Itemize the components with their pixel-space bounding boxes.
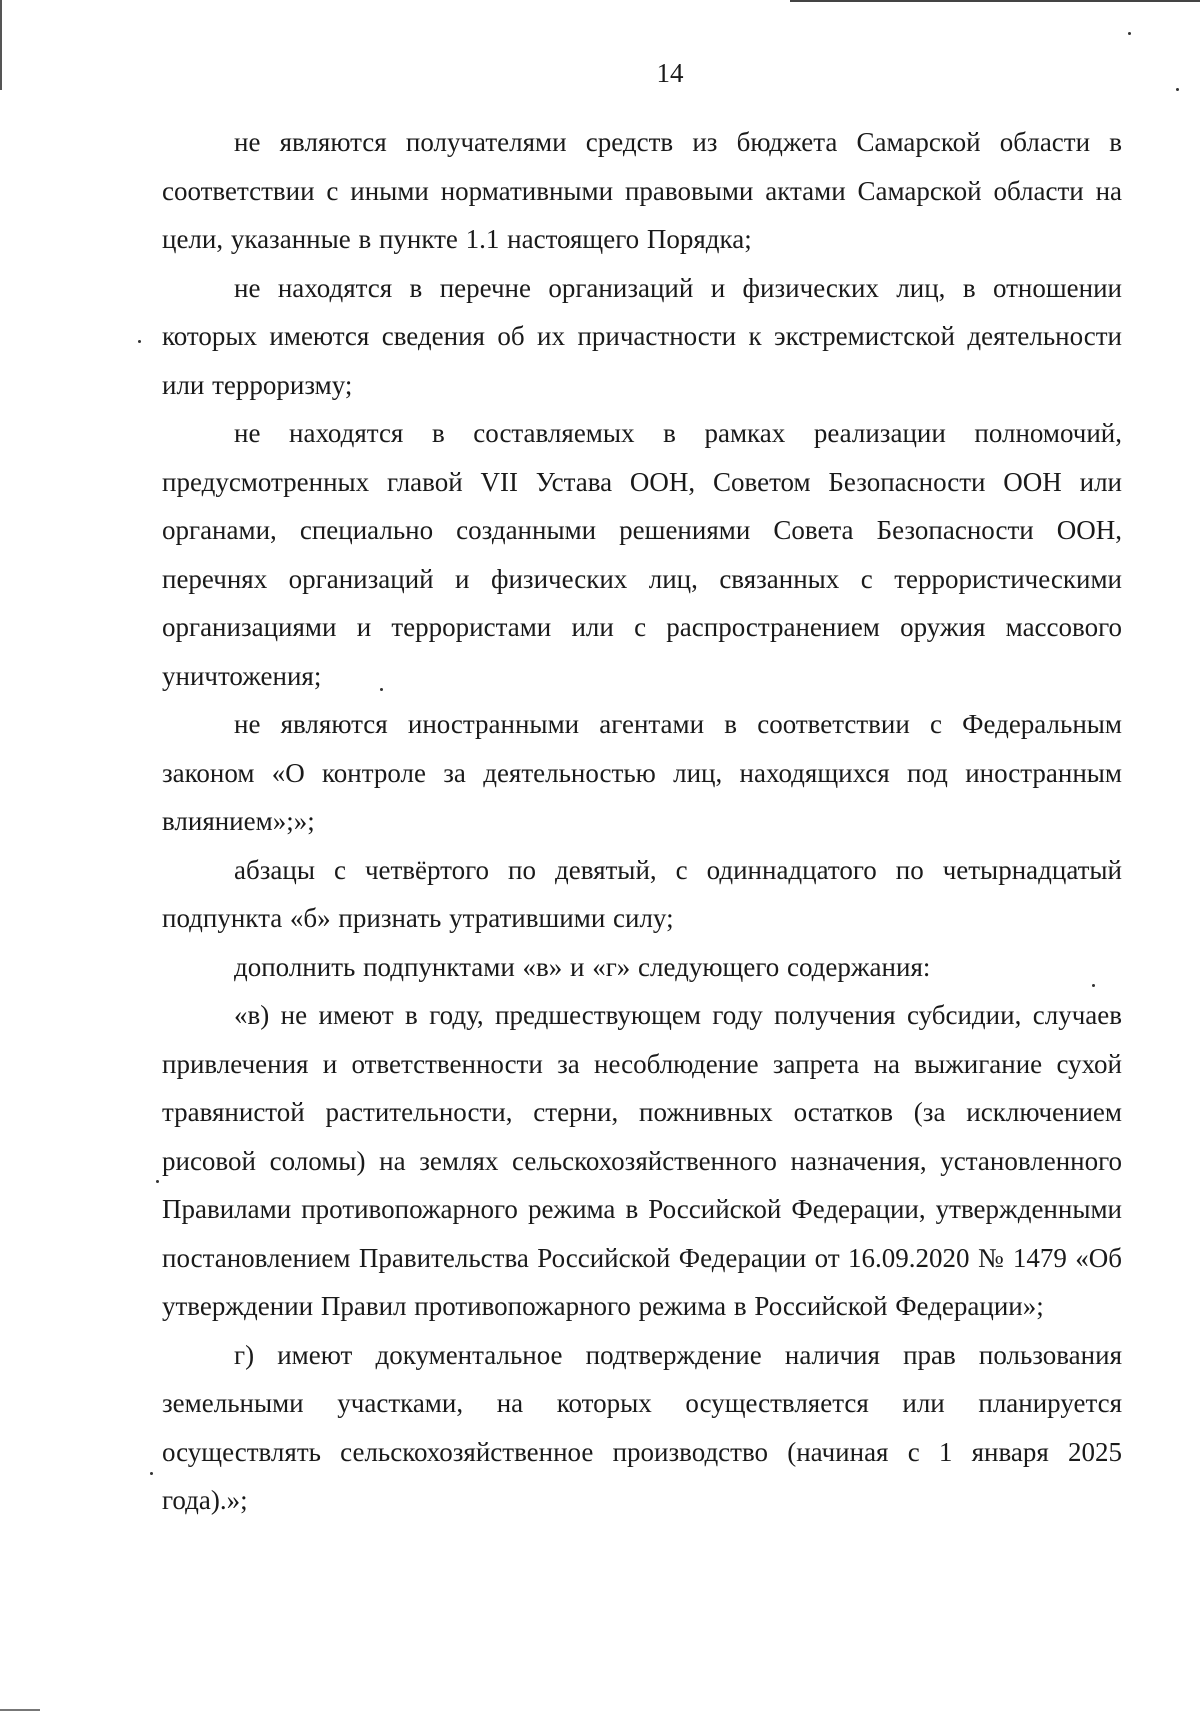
paragraph: не являются получателями средств из бюджета Самарской области в соответствии с иными нормативными правовыми актами Самарской области на цели, указанные в пункте 1.1 настоящего Порядка; bbox=[162, 127, 1122, 254]
scan-speck bbox=[1128, 32, 1131, 35]
paragraph: не находятся в составляемых в рамках реализации полномочий, предусмотренных главой VII Устава ООН, Советом Безопасности ООН или органами, специально созданными решениями Совета Безопасности ООН, перечнях организаций и физических лиц, связанных с террористическими организациями и террористами или с распространением оружия массового уничтожения; bbox=[162, 418, 1122, 691]
paragraph: г) имеют документальное подтверждение наличия прав пользования земельными участками, на которых осуществляется или планируется осуществлять сельскохозяйственное производство (начиная с 1 января 2025 года).»; bbox=[162, 1339, 1122, 1515]
scan-mark-bottom bbox=[0, 1709, 40, 1711]
paragraph: не находятся в перечне организаций и физических лиц, в отношении которых имеются сведения об их причастности к экстремистской деятельности или терроризму; bbox=[162, 272, 1122, 400]
paragraph: абзацы с четвёртого по девятый, с одиннадцатого по четырнадцатый подпункта «б» признать утратившими силу; bbox=[162, 854, 1122, 933]
scan-speck bbox=[138, 340, 141, 343]
paragraph: «в) не имеют в году, предшествующем году получения субсидии, случаев привлечения и ответственности за несоблюдение запрета на выжигание сухой травянистой растительности, стерни, пожнивных остатков (за исключением рисовой соломы) на землях сельскохозяйственного назначения, установленного Правилами противопожарного режима в Российской Федерации, утвержденными постановлением Правительства Российской Федерации от 16.09.2020 № 1479 «Об утверждении Правил противопожарного режима в Российской Федерации»; bbox=[162, 1000, 1122, 1321]
scan-edge-top bbox=[790, 0, 1200, 2]
scan-speck bbox=[150, 1472, 153, 1475]
page-number: 14 bbox=[656, 58, 684, 88]
paragraph: не являются иностранными агентами в соответствии с Федеральным законом «О контроле за деятельностью лиц, находящихся под иностранным влиянием»;»; bbox=[162, 709, 1122, 836]
paragraph: дополнить подпунктами «в» и «г» следующего содержания: bbox=[234, 951, 931, 982]
scan-speck bbox=[156, 1180, 159, 1183]
document-body bbox=[162, 118, 1122, 1525]
